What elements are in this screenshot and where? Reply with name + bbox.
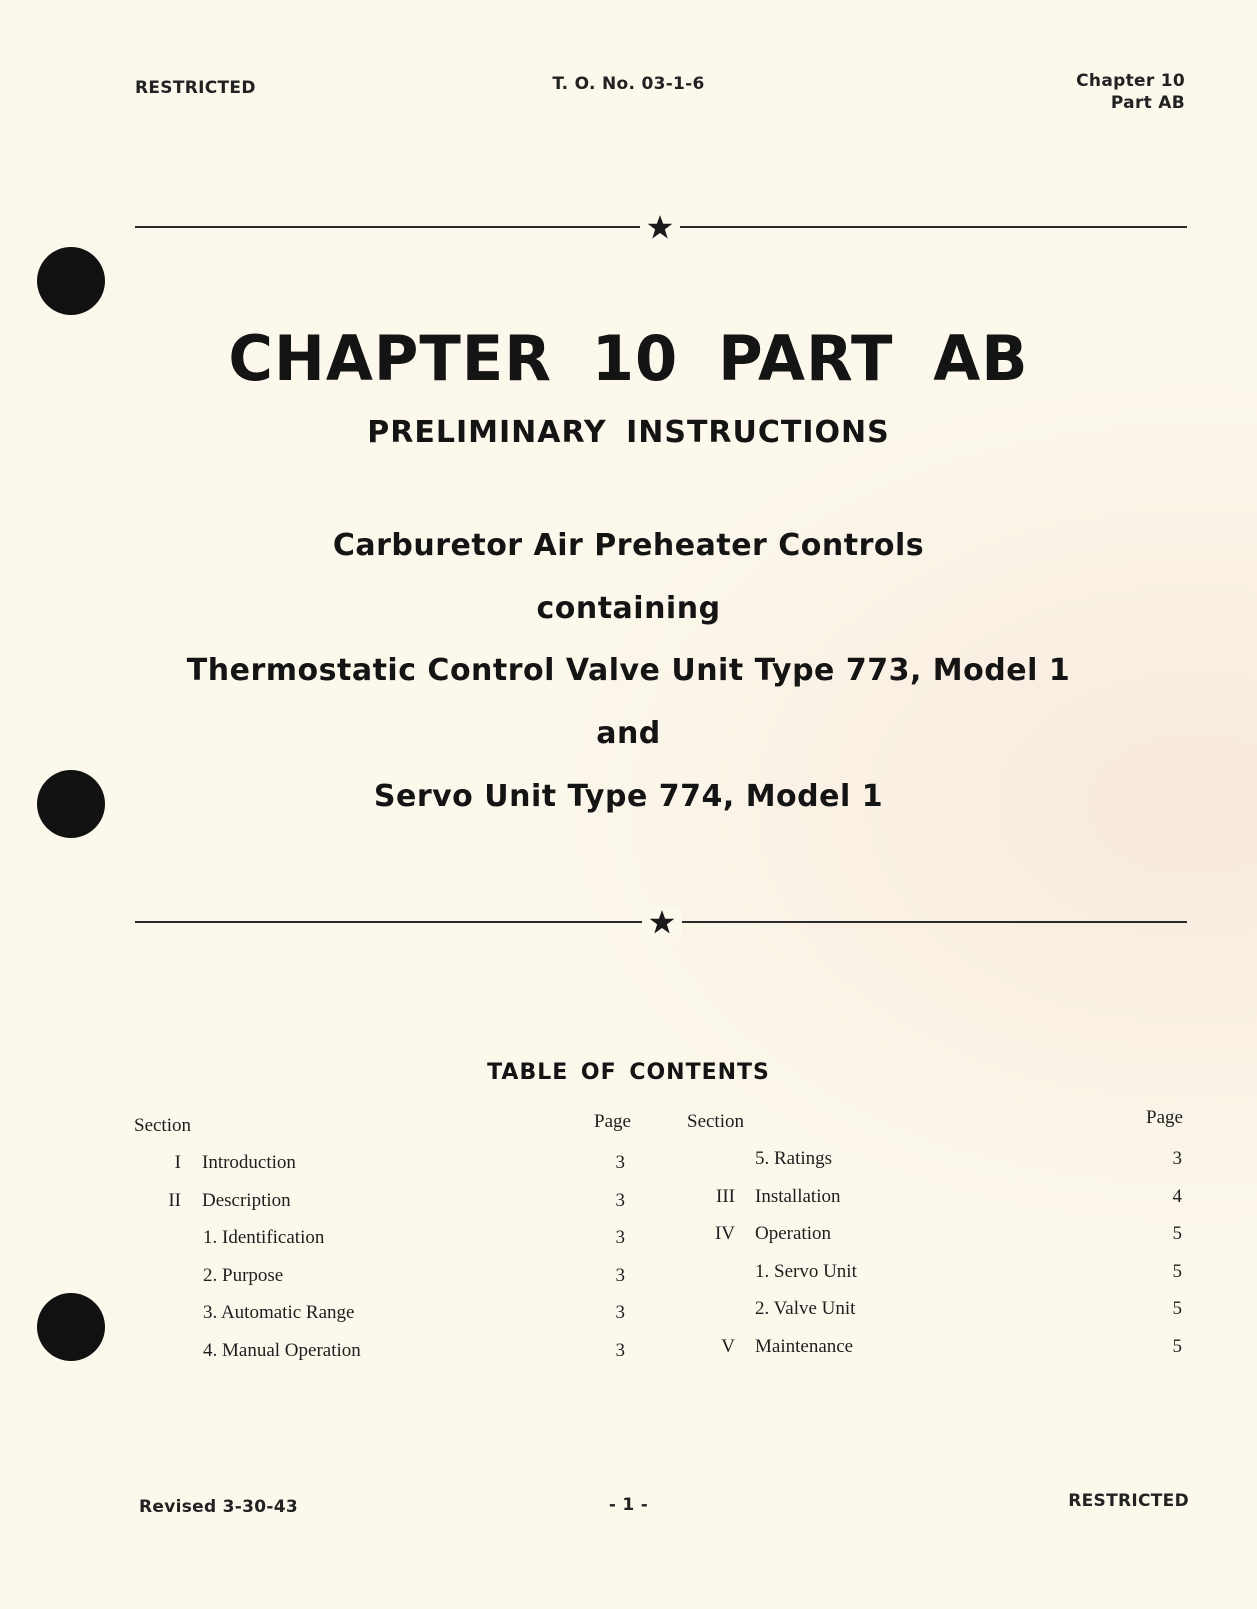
header-chapter: Chapter 10 — [1076, 71, 1185, 91]
toc-left-page-header: Page — [594, 1111, 631, 1132]
header-part: Part AB — [1110, 93, 1185, 113]
toc-left-section-header: Section — [134, 1115, 191, 1136]
header-to-number: T. O. No. 03-1-6 — [552, 74, 705, 94]
footer-classification: RESTRICTED — [1068, 1491, 1189, 1511]
table-of-contents: Section Page I Introduction 3 II Description 3 1. Identification 3 2. Purpose 3 3. Automatic Range 3 4. Manual Operation 3 Section Page 5. Ratings 3 III Installation 4 IV Operation 5 1. Servo Unit 5 2. Valve Unit 5 V Maintenance 5 — [134, 1107, 1183, 1361]
toc-title: TABLE OF CONTENTS — [487, 1060, 770, 1085]
toc-right-page-header: Page — [1146, 1107, 1183, 1128]
title-line-2: containing — [536, 591, 721, 626]
header-classification: RESTRICTED — [135, 78, 256, 98]
chapter-title: CHAPTER 10 PART AB — [228, 322, 1029, 395]
footer-revised-date: Revised 3-30-43 — [139, 1497, 299, 1517]
title-line-5: Servo Unit Type 774, Model 1 — [373, 779, 884, 814]
title-line-4: and — [596, 716, 661, 751]
title-line-3: Thermostatic Control Valve Unit Type 773, Model 1 — [186, 653, 1071, 688]
toc-right-section-header: Section — [687, 1111, 744, 1132]
title-line-1: Carburetor Air Preheater Controls — [332, 528, 925, 563]
footer-page-number: - 1 - — [608, 1495, 649, 1515]
preliminary-subtitle: PRELIMINARY INSTRUCTIONS — [367, 415, 890, 450]
